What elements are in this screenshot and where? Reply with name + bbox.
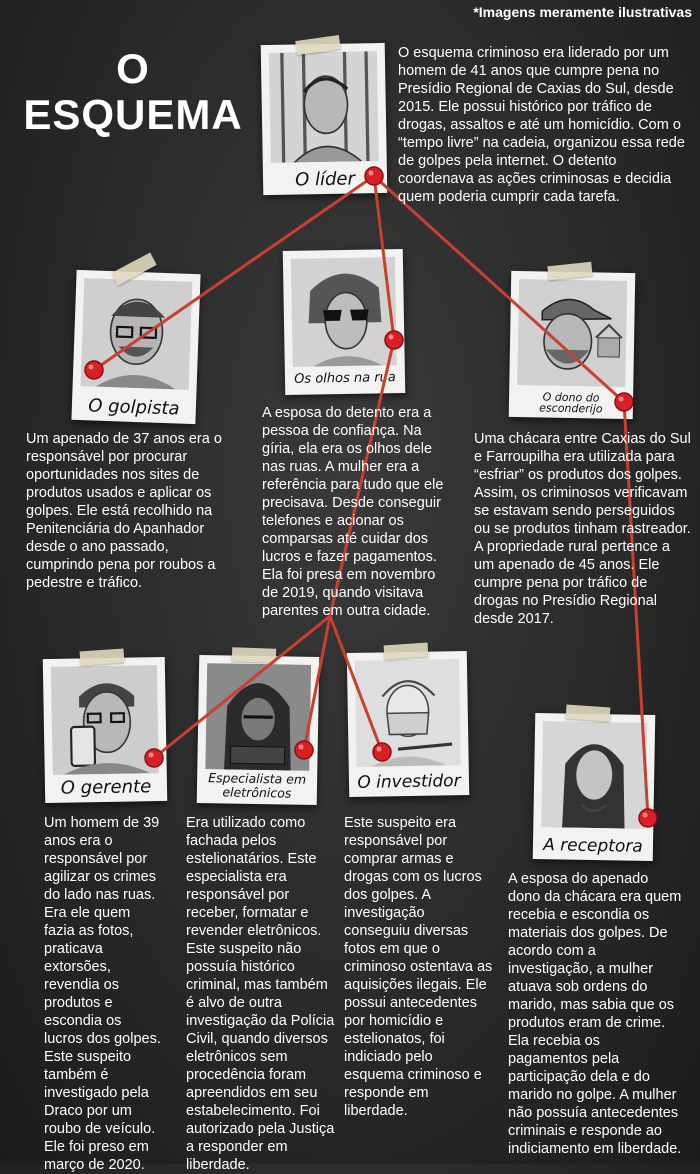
caption-lider: O líder [294, 168, 356, 191]
polaroid-investidor [347, 651, 469, 797]
description-investidor: Este suspeito era responsável por comprar armas e drogas com os lucros dos golpes. A investigação conseguiu diversas fotos em que o criminoso ostentava as aquisições ilegais. Ele possui antecedentes por homicídio e estelionatos, foi indiciado pelo esquema criminoso e responde em liberdade. [344, 815, 493, 1119]
polaroid-golpista [71, 270, 200, 424]
caption-investidor: O investidor [357, 771, 461, 793]
polaroid-especialista [197, 655, 320, 805]
polaroid-dono [509, 271, 636, 419]
photo-golpista [81, 278, 193, 390]
photo-receptora [541, 721, 647, 829]
sketch-woman-long-hair-icon [541, 721, 647, 829]
photo-dono [517, 279, 627, 387]
caption-gerente: O gerente [60, 776, 152, 799]
description-dono: Uma chácara entre Caxias do Sul e Farroupilha era utilizada para “esfriar” os produtos dos golpes. Assim, os criminosos verificavam se estavam sendo perseguidos ou se produtos tinham rastreador. A propriedade rural pertence a um apenado de 45 anos. Ele cumpre pena por tráfico de drogas no Presídio Regional desde 2017. [474, 431, 691, 627]
description-gerente: Um homem de 39 anos era o responsável por agilizar os crimes do lado nas ruas. Era ele quem fazia as fotos, praticava extorsões, revendia os produtos e escondia os lucros dos golpes. Este suspeito também é investigado pela Draco por um roubo de veículo. Ele foi preso em março de 2020. [44, 815, 161, 1173]
sketch-man-cap-icon [517, 279, 627, 387]
photo-especialista [205, 663, 311, 771]
polaroid-receptora [533, 713, 656, 861]
sketch-prisoner-icon [269, 51, 379, 163]
description-golpista: Um apenado de 37 anos era o responsável por procurar oportunidades nos sites de produtos usados e aplicar os golpes. Ele está recolhido na Penitenciária do Apanhador desde o ano passado, cumprindo pena por roubos a pedestre e tráfico. [26, 431, 222, 591]
description-receptora: A esposa do apenado dono da chácara era quem recebia e escondia os materiais dos golpes. De acordo com a investigação, a mulher atuava sob ordens do marido, mas sabia que os produtos eram de crime. Ela recebia os pagamentos pela participação dela e do marido no golpe. A mulher não possuía antecedentes criminais e responde ao indiciamento em liberdade. [508, 871, 682, 1157]
disclaimer-text: *Imagens meramente ilustrativas [473, 4, 692, 20]
description-especialista: Era utilizado como fachada pelos estelionatários. Este especialista era responsável por receber, formatar e revender eletrônicos. Este suspeito não possuía histórico criminal, mas também é alvo de outra investigação da Polícia Civil, quando diversos eletrônicos sem procedência foram apreendidos em seu estabelecimento. Foi autorizado pela Justiça a responder em liberdade. [186, 815, 335, 1173]
photo-investidor [355, 659, 461, 767]
title-line-2: ESQUEMA [23, 91, 243, 138]
sketch-man-glasses-icon [81, 278, 193, 390]
photo-olhos [291, 257, 397, 367]
page-title [18, 46, 248, 138]
sketch-woman-sunglasses-icon [291, 257, 397, 367]
description-lider: O esquema criminoso era liderado por um homem de 41 anos que cumpre pena no Presídio Regional de Caxias do Sul, desde 2015. Ele possui histórico por tráfico de drogas, assaltos e até um homicídio. Com o “tempo livre” na cadeia, organizou essa rede de golpes pela internet. O detento coordenava as ações criminosas e decidia quem poderia cumprir cada tarefa. [398, 45, 685, 205]
caption-dono: O dono do esconderijo [539, 390, 603, 416]
caption-especialista: Especialista em eletrônicos [208, 770, 307, 801]
polaroid-gerente [43, 657, 167, 803]
title-line-1: O [116, 45, 150, 92]
caption-receptora: A receptora [543, 835, 643, 857]
tape-receptora [566, 704, 611, 721]
sketch-masked-man-icon [355, 659, 461, 767]
sketch-man-phone-icon [51, 665, 159, 775]
description-olhos: A esposa do detento era a pessoa de confiança. Na gíria, ela era os olhos dele nas ruas. A mulher era a referência para tudo que ele precisava. Desde conseguir telefones e acionar os comparsas até cuidar dos lucros e fazer pagamentos. Ela foi presa em novembro de 2019, quando visitava parentes em outra cidade. [262, 405, 444, 619]
tape-especialista [232, 647, 276, 663]
polaroid-olhos [283, 249, 405, 395]
caption-olhos: Os olhos na rua [294, 370, 396, 387]
photo-lider [269, 51, 379, 163]
sketch-hooded-man-icon [205, 663, 311, 771]
caption-golpista: O golpista [87, 395, 180, 420]
polaroid-lider [261, 43, 388, 195]
photo-gerente [51, 665, 159, 775]
